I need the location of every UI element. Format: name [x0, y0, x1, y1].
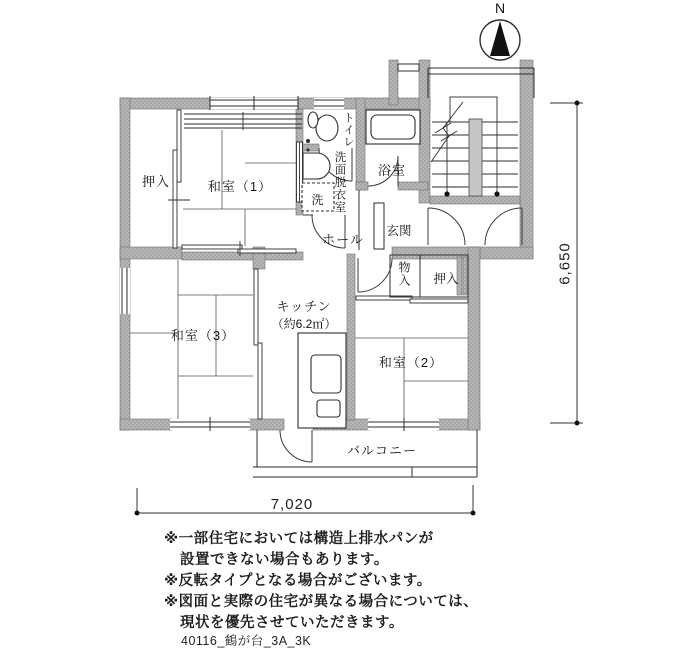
label-washer: 洗	[311, 193, 325, 207]
bathtub-icon	[366, 110, 420, 144]
window-washitsu2-balcony	[368, 417, 439, 431]
room-label-washitsu-2: 和室（2）	[378, 355, 444, 370]
stairwell-open-edge	[398, 64, 534, 98]
note-line: ※図面と実際の住宅が異なる場合については、	[164, 594, 479, 610]
kitchen-area: （約6.2㎡）	[271, 317, 337, 331]
note-line: 現状を優先させていただきます。	[180, 615, 404, 631]
door-kitchen-corridor[interactable]	[358, 258, 392, 292]
room-label-genkan: 玄関	[386, 224, 412, 238]
room-label-washitsu-3: 和室（3）	[170, 328, 236, 343]
room-label-hall: ホール	[322, 232, 364, 247]
room-label-oshiire-right: 押入	[433, 272, 459, 286]
wall-toilet-bottom	[303, 144, 319, 151]
room-label-washroom: 洗面脱衣室	[333, 151, 346, 214]
door-entry-left[interactable]	[428, 208, 465, 245]
kitchen-counter	[298, 333, 346, 428]
wall-mid-band-right	[392, 247, 533, 259]
room-label-balcony: バルコニー	[346, 443, 417, 458]
note-line: ※反転タイプとなる場合がございます。	[164, 573, 432, 589]
wall-toilet-bath-divider	[356, 98, 365, 190]
toilet-icon	[306, 112, 338, 143]
window-left-wall	[120, 268, 130, 314]
kitchen-sink-icon	[311, 355, 341, 393]
note-line: 設置できない場合もあります。	[180, 552, 389, 568]
dimension-height-value: 6,650	[556, 242, 574, 285]
room-label-bath: 浴室	[377, 163, 406, 178]
wall-bottom-mid1	[248, 419, 284, 430]
room-label-toilet: トイレ	[342, 112, 354, 148]
wall-bath-bottom-a	[356, 182, 368, 190]
door-entry-right[interactable]	[485, 208, 522, 245]
washitsu1-north-band	[184, 112, 302, 130]
door-balcony[interactable]	[280, 430, 312, 462]
wall-stair-landing	[430, 196, 520, 204]
washbasin-icon	[303, 148, 330, 179]
note-line: ※一部住宅においては構造上排水パンが	[164, 531, 434, 547]
wall-right-lower	[468, 247, 480, 430]
compass-north-label: N	[494, 0, 506, 16]
staircase	[431, 97, 518, 197]
room-label-oshiire-top: 押入	[141, 174, 170, 189]
compass-icon	[480, 20, 520, 60]
stair-rail	[469, 119, 482, 196]
disclaimer-notes	[164, 529, 478, 634]
plan-caption: 40116_鶴が台_3A_3K	[181, 634, 312, 648]
wall-bath-bottom-b	[398, 182, 428, 190]
window-toilet	[314, 98, 344, 109]
dimension-width-value: 7,020	[270, 496, 314, 513]
room-label-kitchen	[258, 296, 350, 332]
kitchen-name: キッチン	[276, 299, 332, 314]
wall-stair-stub-left	[389, 60, 398, 105]
wall-bottom-left	[120, 419, 172, 430]
room-label-washitsu-1: 和室（1）	[207, 179, 273, 194]
window-washitsu1-north	[210, 96, 298, 110]
wall-left-outer	[120, 98, 130, 430]
window-washitsu3-south	[170, 417, 250, 431]
kitchen-stove-icon	[317, 400, 340, 417]
sliding-door-kitchen-washitsu3[interactable]	[254, 269, 262, 419]
wall-mid-band-left	[120, 247, 182, 259]
wall-kitchen-right	[347, 254, 355, 420]
room-label-monoire: 物入	[397, 261, 411, 287]
